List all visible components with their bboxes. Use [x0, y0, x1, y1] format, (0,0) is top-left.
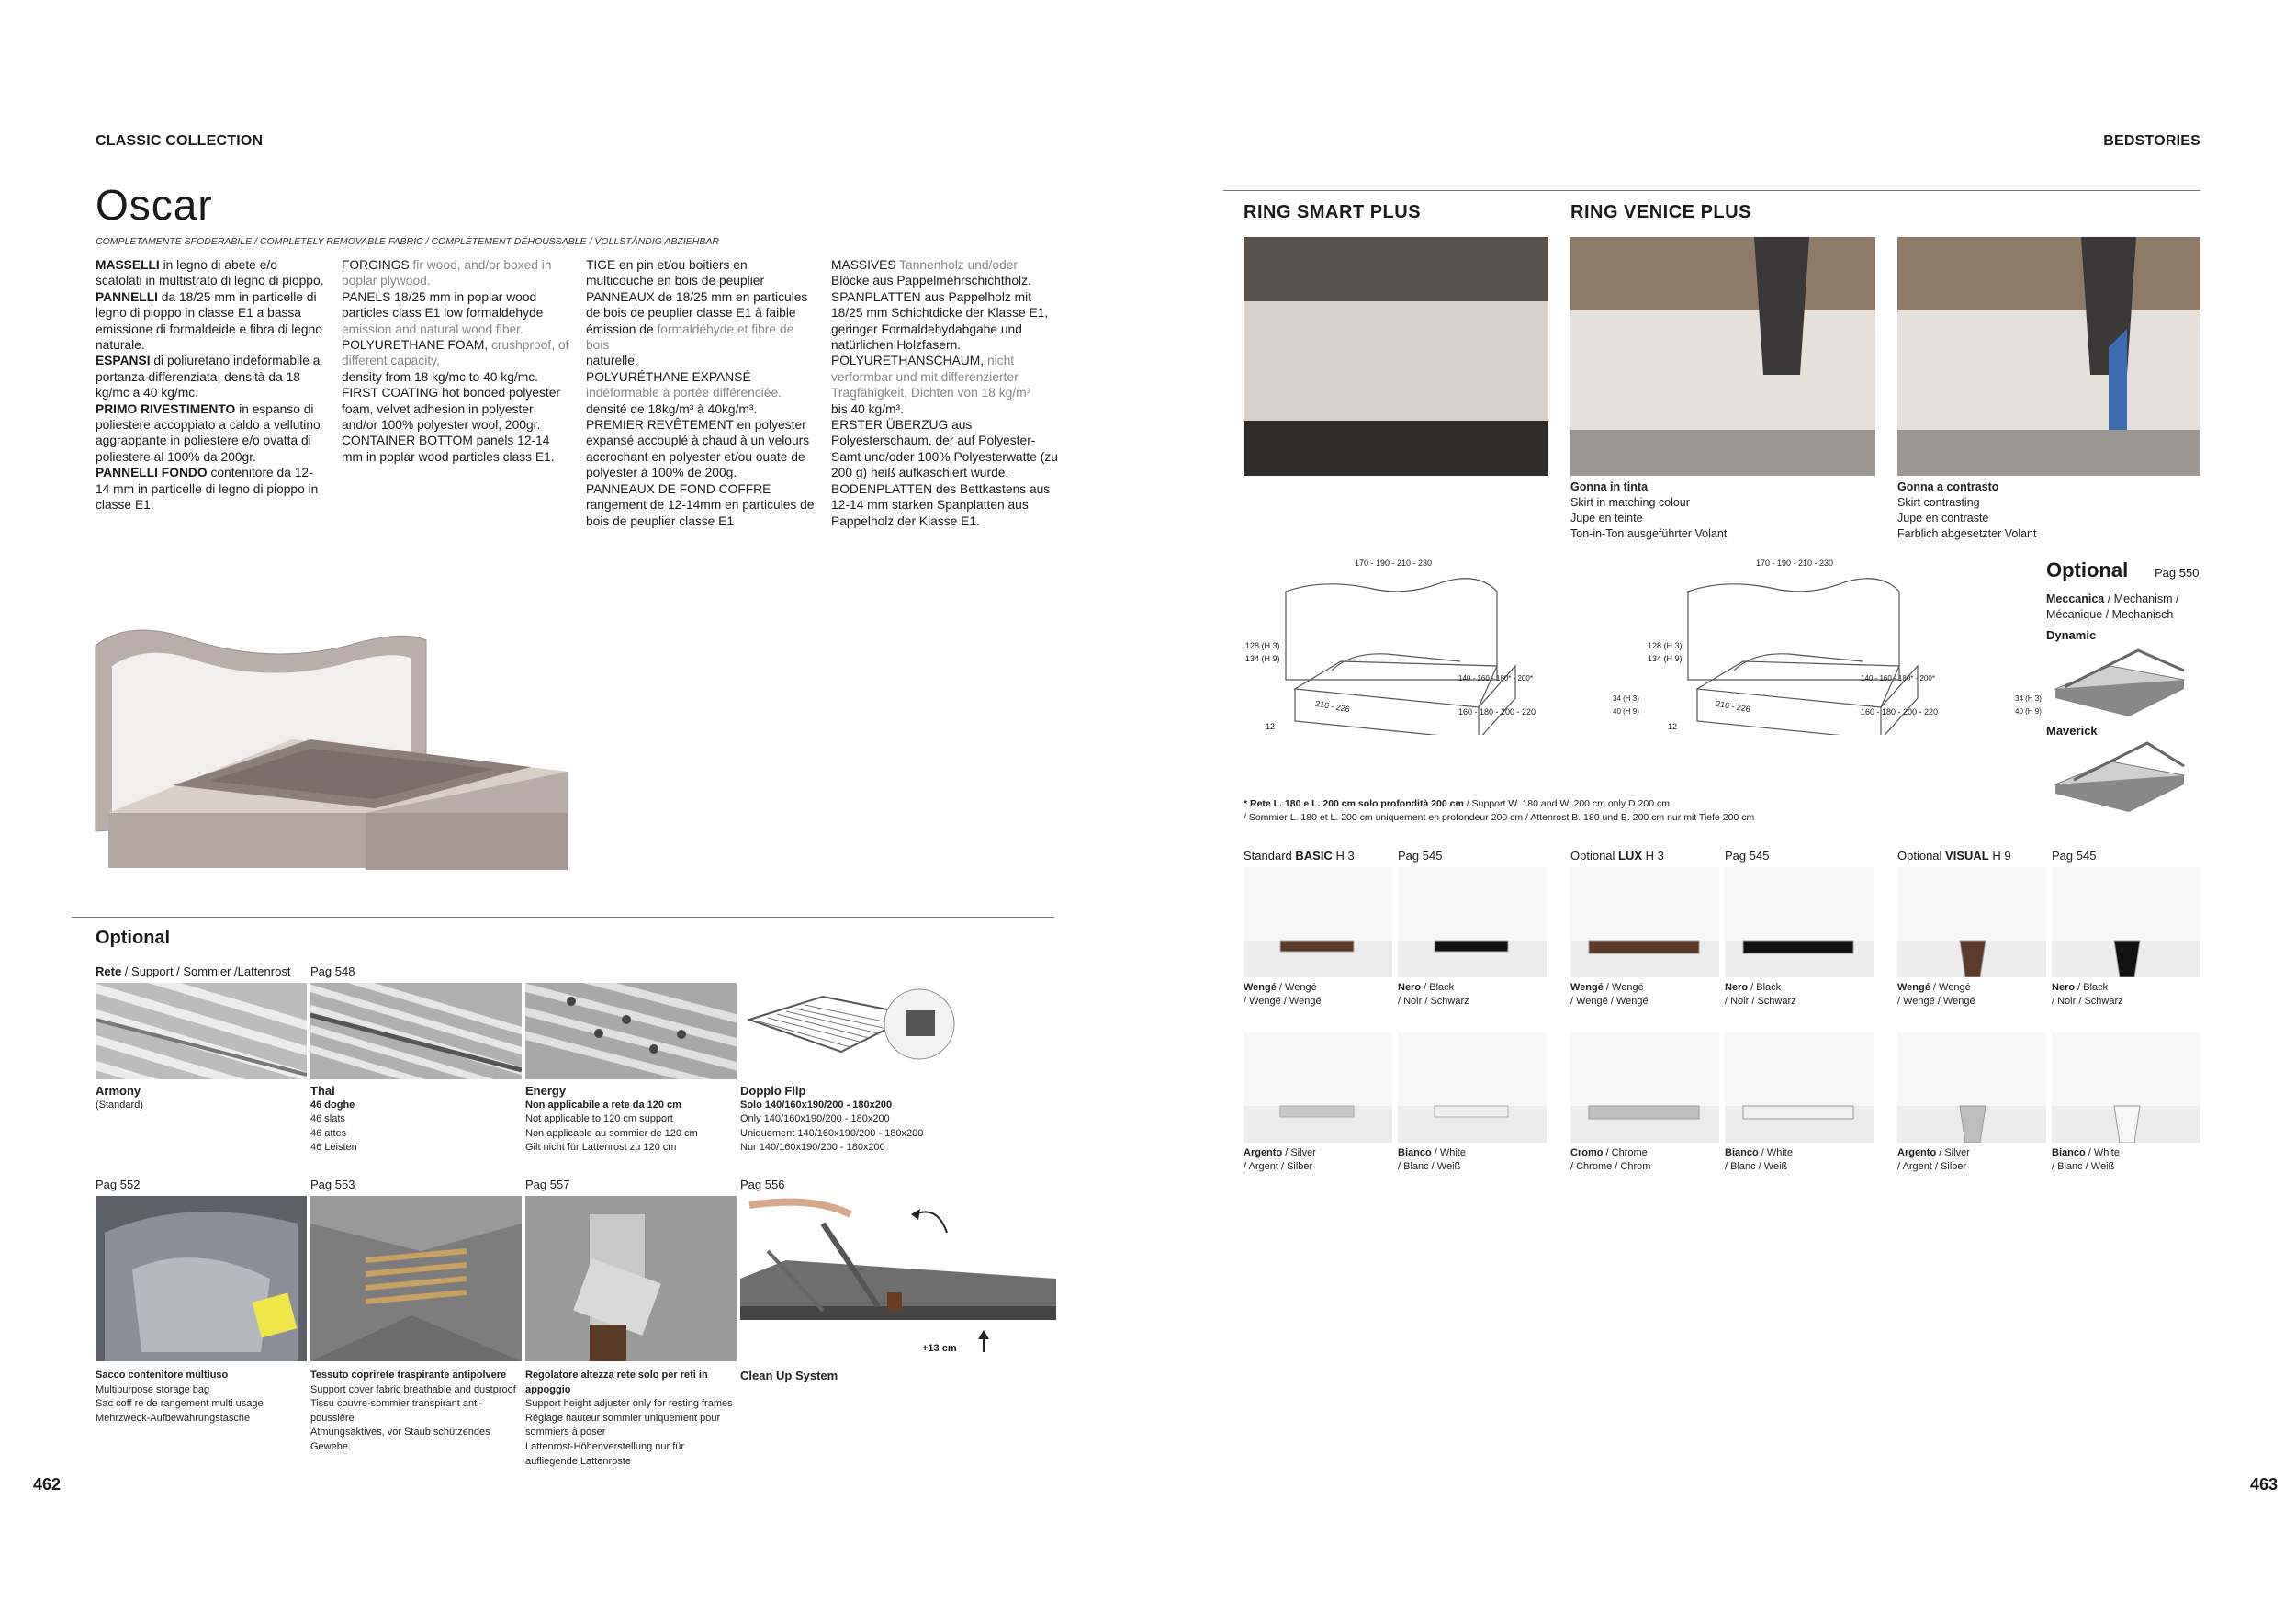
skirt-name: Gonna a contrasto	[1897, 480, 1999, 493]
extra-caption-storage-bag	[96, 1369, 307, 1426]
spec-paragraph	[96, 401, 325, 466]
spec-paragraph	[342, 385, 571, 433]
cover-fabric-photo	[310, 1196, 522, 1361]
foot-color-en: / White	[1758, 1147, 1793, 1158]
spec-paragraph	[831, 273, 1061, 288]
foot-color-fr-de: / Blanc / Weiß	[2052, 1161, 2115, 1172]
spec-text: TIGE en pin et/ou boitiers en multicouche en bois de peuplier	[586, 258, 765, 288]
feet-label-pre: Optional	[1570, 849, 1619, 863]
extra-caption-clean-up	[740, 1369, 961, 1383]
dim-foot: 12	[1266, 722, 1276, 731]
foot-name	[1398, 981, 1469, 995]
spec-paragraph	[96, 353, 325, 400]
spec-paragraph	[831, 289, 1061, 354]
slat-line: Uniquement 140/160x190/200 - 180x200	[740, 1127, 924, 1139]
spec-text: contenitore da 12-14 mm in particelle di legno di pioppo in classe E1.	[96, 466, 319, 513]
slat-caption-doppio-flip	[740, 1084, 961, 1156]
spec-paragraph	[586, 401, 816, 417]
spec-term: MASSELLI	[96, 258, 160, 272]
spec-paragraph	[586, 369, 816, 401]
collection-header: CLASSIC COLLECTION	[96, 133, 264, 149]
skirt-line: Jupe en teinte	[1570, 512, 1643, 524]
dim-side-h3: 34 (H 3)	[1613, 694, 1639, 703]
spec-paragraph	[342, 257, 571, 289]
spec-paragraph	[586, 289, 816, 354]
optional-title: Optional	[96, 928, 171, 948]
spec-paragraph	[586, 481, 816, 529]
extra-caption-height-adjuster	[525, 1369, 737, 1469]
foot-caption	[1398, 981, 1469, 1009]
foot-name	[1897, 1146, 1970, 1160]
foot-caption	[1725, 1146, 1793, 1174]
foot-color: Wengé	[1244, 982, 1277, 993]
brand-header: BEDSTORIES	[2103, 133, 2200, 149]
support-footnote: * Rete L. 180 e L. 200 cm solo profondità 200 cm / Support W. 180 and W. 200 cm only D 200 cm / Sommier L. 180 et L. 200 cm uniquement en profondeur 200 cm / Attenrost B. 180 und B. 200 cm nur mit Tiefe 200 cm	[1244, 798, 1755, 823]
dim-width: 170 - 190 - 210 - 230	[1355, 558, 1433, 568]
foot-color: Cromo	[1570, 1147, 1604, 1158]
skirt-line: Skirt contrasting	[1897, 496, 1980, 509]
slat-doppio-flip-image	[740, 983, 961, 1079]
foot-color: Nero	[2052, 982, 2076, 993]
spec-text: FORGINGS	[342, 258, 410, 272]
venice-matching-caption	[1570, 479, 1874, 542]
extra-name: Clean Up System	[740, 1369, 838, 1382]
spec-paragraph	[586, 257, 816, 289]
foot-sample-image	[1244, 1032, 1392, 1143]
foot-sample-image	[1398, 1032, 1547, 1143]
foot-name	[1570, 1146, 1650, 1160]
foot-name	[1244, 981, 1322, 995]
extra-line: Mehrzweck-Aufbewahrungstasche	[96, 1412, 251, 1424]
spec-text-light: crushproof, of different capacity,	[342, 338, 569, 368]
slat-armony-image	[96, 983, 307, 1079]
slat-note: Solo 140/160x190/200 - 180x200	[740, 1099, 893, 1111]
spec-text-light: nicht verformbar und mit differenzierter Tragfähigkeit, Dichten von 18 kg/m³	[831, 354, 1031, 400]
foot-name	[1725, 981, 1796, 995]
foot-color-en: / Wengé	[1603, 982, 1644, 993]
rete-label: Rete / Support / Sommier /Lattenrost	[96, 964, 291, 978]
dim-width: 170 - 190 - 210 - 230	[1756, 558, 1834, 568]
feet-group-label	[1570, 849, 1664, 863]
spec-text: SPANPLATTEN aus Pappelholz mit 18/25 mm Schichtdicke der Klasse E1, geringer Formaldehydabgabe und natürlichen Holzfasern.	[831, 289, 1049, 353]
foot-name	[2052, 981, 2123, 995]
feet-page-ref: Pag 545	[1725, 849, 1770, 863]
slat-thai-image	[310, 983, 522, 1079]
extra-line: Multipurpose storage bag	[96, 1383, 210, 1395]
foot-color: Argento	[1244, 1147, 1283, 1158]
foot-sample-image	[1725, 1032, 1874, 1143]
spec-text: Blöcke aus Pappelmehrschichtholz.	[831, 274, 1031, 288]
foot-caption	[1897, 1146, 1970, 1174]
spec-paragraph	[831, 257, 1061, 273]
slat-name: Energy	[525, 1084, 567, 1098]
foot-sample-image	[2052, 1032, 2200, 1143]
feet-page-ref: Pag 545	[2052, 849, 2097, 863]
slat-line: (Standard)	[96, 1099, 143, 1111]
ring-smart-plus-title: RING SMART PLUS	[1244, 202, 1422, 222]
foot-caption	[1570, 981, 1649, 1009]
venice-contrast-skirt-photo	[1897, 237, 2200, 476]
slat-line: 46 slats	[310, 1113, 345, 1125]
feet-label-pre: Optional	[1897, 849, 1946, 863]
skirt-line: Farblich abgesetzter Volant	[1897, 527, 2037, 540]
slat-note: Non applicabile a rete da 120 cm	[525, 1099, 681, 1111]
feet-group-label	[1244, 849, 1355, 863]
dim-depth: 216 - 226	[1314, 698, 1351, 715]
foot-color-en: / Wengé	[1276, 982, 1317, 993]
foot-color: Bianco	[1725, 1147, 1759, 1158]
skirt-name: Gonna in tinta	[1570, 480, 1649, 493]
foot-color-en: / Black	[1748, 982, 1782, 993]
spec-text-light: fir wood, and/or boxed in poplar plywood.	[342, 258, 552, 288]
slat-name: Thai	[310, 1084, 335, 1098]
spec-column-german	[831, 257, 1061, 529]
dim-height-h9: 134 (H 9)	[1648, 654, 1683, 663]
ring-smart-plus-photo	[1244, 237, 1548, 476]
extra-line: Lattenrost-Höhenverstellung nur für aufliegende Lattenroste	[525, 1440, 685, 1467]
spec-text: naturelle.	[586, 354, 638, 368]
spec-paragraph	[586, 417, 816, 481]
spec-paragraph	[831, 401, 1061, 417]
spec-column-italian	[96, 257, 325, 513]
foot-color: Argento	[1897, 1147, 1937, 1158]
extra-line: Atmungsaktives, vor Staub schützendes Gewebe	[310, 1427, 490, 1452]
foot-caption	[1897, 981, 1975, 1009]
spec-text-light: Tannenholz und/oder	[895, 258, 1019, 272]
slat-name: Armony	[96, 1084, 141, 1098]
extra-page-ref: Pag 556	[740, 1178, 785, 1191]
foot-color-en: / Silver	[1282, 1147, 1316, 1158]
spec-text-light: emission and natural wood fiber.	[342, 321, 523, 336]
foot-color-fr-de: / Noir / Schwarz	[1725, 996, 1796, 1007]
spec-text: PANNEAUX DE FOND COFFRE rangement de 12-14mm en particules de bois de peuplier classe E1	[586, 481, 815, 528]
foot-color-fr-de: / Argent / Silber	[1897, 1161, 1967, 1172]
slat-caption-energy	[525, 1084, 737, 1156]
extra-name: Sacco contenitore multiuso	[96, 1370, 229, 1381]
spec-text: POLYURETHANSCHAUM,	[831, 354, 985, 368]
feet-label-model: LUX	[1618, 849, 1643, 863]
feet-group-label	[1897, 849, 2011, 863]
feet-label-height: H 3	[1332, 849, 1355, 863]
foot-caption	[1570, 1146, 1650, 1174]
slat-caption-armony	[96, 1084, 307, 1112]
dim-side-h3: 34 (H 3)	[2015, 694, 2042, 703]
foot-caption	[2052, 981, 2123, 1009]
spec-paragraph	[586, 353, 816, 368]
foot-caption	[1725, 981, 1796, 1009]
subtitle: COMPLETAMENTE SFODERABILE / COMPLETELY REMOVABLE FABRIC / COMPLÈTEMENT DÉHOUSSABLE / VOLLSTÄNDIG ABZIEHBAR	[96, 236, 719, 247]
feet-label-height: H 3	[1642, 849, 1664, 863]
foot-color-en: / Chrome	[1603, 1147, 1648, 1158]
page-number-left: 462	[33, 1475, 62, 1494]
dynamic-label: Dynamic	[2046, 628, 2097, 642]
top-divider	[1223, 190, 2200, 191]
spec-text: PANELS 18/25 mm in poplar wood particles class E1 low formaldehyde	[342, 289, 544, 321]
spec-text: in legno di abete e/o scatolati in multistrato di legno di pioppo.	[96, 258, 324, 288]
rete-page-ref: Pag 548	[310, 964, 355, 978]
spec-text: POLYURETHANE FOAM,	[342, 338, 489, 353]
foot-color: Bianco	[2052, 1147, 2086, 1158]
feet-page-ref: Pag 545	[1398, 849, 1443, 863]
feet-label-pre: Standard	[1244, 849, 1296, 863]
feet-label-height: H 9	[1988, 849, 2011, 863]
slat-line: Only 140/160x190/200 - 180x200	[740, 1113, 890, 1125]
spec-text: CONTAINER BOTTOM panels 12-14 mm in poplar wood particles class E1.	[342, 434, 555, 464]
foot-caption	[1244, 981, 1322, 1009]
ring-venice-plus-title: RING VENICE PLUS	[1570, 202, 1751, 222]
foot-sample-image	[1897, 1032, 2046, 1143]
foot-color: Nero	[1398, 982, 1422, 993]
foot-color-en: / Black	[1421, 982, 1455, 993]
extra-line: Support height adjuster only for resting frames	[525, 1398, 733, 1410]
spec-text: densité de 18kg/m³ à 40kg/m³.	[586, 401, 758, 416]
dim-foot: 12	[1668, 722, 1678, 731]
spec-term: PANNELLI FONDO	[96, 466, 208, 480]
dim-side-h9: 40 (H 9)	[1613, 707, 1639, 716]
extra-line: Sac coff re de rangement multi usage	[96, 1398, 264, 1410]
dimension-drawing-smart	[1240, 551, 1626, 735]
foot-color-en: / White	[2085, 1147, 2120, 1158]
foot-color-en: / Wengé	[1930, 982, 1971, 993]
spec-paragraph	[96, 465, 325, 513]
foot-sample-image	[1570, 867, 1719, 977]
spec-term: PRIMO RIVESTIMENTO	[96, 401, 236, 416]
foot-color-fr-de: / Chrome / Chrom	[1570, 1161, 1651, 1172]
page-number-right: 463	[2249, 1475, 2278, 1494]
foot-caption	[1398, 1146, 1466, 1174]
spec-text: FIRST COATING hot bonded polyester foam, velvet adhesion in polyester and/or 100% polyester wool, 200gr.	[342, 386, 560, 433]
extra-name: Regolatore altezza rete solo per reti in appoggio	[525, 1370, 708, 1395]
spec-paragraph	[342, 289, 571, 337]
foot-caption	[2052, 1146, 2120, 1174]
venice-contrast-caption	[1897, 479, 2200, 542]
slat-line: Nur 140/160x190/200 - 180x200	[740, 1142, 885, 1154]
foot-name	[1725, 1146, 1793, 1160]
foot-color: Bianco	[1398, 1147, 1432, 1158]
foot-sample-image	[1897, 867, 2046, 977]
foot-name	[2052, 1146, 2120, 1160]
spec-paragraph	[96, 289, 325, 354]
mechanism-optional-title: Optional	[2046, 558, 2129, 581]
storage-bag-photo	[96, 1196, 307, 1361]
extra-caption-cover-fabric	[310, 1369, 522, 1455]
slat-note: 46 doghe	[310, 1099, 355, 1111]
spec-text: di poliuretano indeformabile a portanza differenziata, densità da 18 kg/mc a 40 kg/mc.	[96, 354, 321, 400]
slat-line: 46 Leisten	[310, 1142, 357, 1154]
skirt-line: Jupe en contraste	[1897, 512, 1989, 524]
foot-color-fr-de: / Blanc / Weiß	[1725, 1161, 1788, 1172]
mechanism-label: Meccanica / Mechanism / Mécanique / Mechanisch	[2046, 592, 2179, 621]
spec-paragraph	[831, 417, 1061, 481]
foot-color: Wengé	[1570, 982, 1604, 993]
oscar-bed-photo	[72, 602, 586, 914]
dynamic-mechanism-image	[2046, 643, 2193, 716]
foot-color-fr-de: / Noir / Schwarz	[2052, 996, 2123, 1007]
foot-color: Wengé	[1897, 982, 1930, 993]
foot-sample-image	[1570, 1032, 1719, 1143]
spec-text: BODENPLATTEN des Bettkastens aus 12-14 mm starken Spanplatten aus Pappelholz der Klasse E1.	[831, 481, 1051, 528]
spec-text-light: indéformable à portée différenciée.	[586, 386, 782, 400]
foot-sample-image	[1398, 867, 1547, 977]
slat-name: Doppio Flip	[740, 1084, 806, 1098]
spec-paragraph	[96, 257, 325, 289]
slat-energy-image	[525, 983, 737, 1079]
spec-text: POLYURÉTHANE EXPANSÉ	[586, 369, 751, 384]
foot-name	[1570, 981, 1649, 995]
foot-color-fr-de: / Wengé / Wengé	[1897, 996, 1975, 1007]
feet-label-model: BASIC	[1295, 849, 1333, 863]
foot-color: Nero	[1725, 982, 1749, 993]
spec-text: density from 18 kg/mc to 40 kg/mc.	[342, 369, 538, 384]
lift-height-label: +13 cm	[922, 1343, 957, 1354]
dim-inner: 140 - 160 - 180* - 200*	[1861, 674, 1935, 682]
extra-line: Réglage hauteur sommier uniquement pour sommiers à poser	[525, 1412, 721, 1438]
dim-height-h3: 128 (H 3)	[1648, 641, 1683, 650]
slat-line: Gilt nicht für Lattenrost zu 120 cm	[525, 1142, 677, 1154]
foot-color-fr-de: / Blanc / Weiß	[1398, 1161, 1461, 1172]
foot-caption	[1244, 1146, 1316, 1174]
spec-paragraph	[342, 369, 571, 385]
spec-text: bis 40 kg/m³.	[831, 401, 904, 416]
page-title: Oscar	[96, 181, 213, 229]
clean-up-system-photo	[740, 1196, 1056, 1361]
foot-name	[1398, 1146, 1466, 1160]
slat-line: Non applicable au sommier de 120 cm	[525, 1127, 698, 1139]
foot-color-fr-de: / Wengé / Wengé	[1244, 996, 1322, 1007]
spec-text-light: formaldéhyde et fibre de bois	[586, 321, 794, 353]
slat-line: Not applicable to 120 cm support	[525, 1113, 673, 1125]
foot-color-en: / Black	[2075, 982, 2109, 993]
foot-sample-image	[2052, 867, 2200, 977]
extra-page-ref: Pag 557	[525, 1178, 570, 1191]
feet-label-model: VISUAL	[1945, 849, 1989, 863]
dim-outer: 160 - 180 - 200 - 220	[1458, 707, 1536, 716]
spec-text: PREMIER REVÊTEMENT en polyester expansé accouplé à chaud à un velours accrochant en polyester et/ou ouate de polyester à 100% de 200g.	[586, 418, 810, 480]
skirt-line: Ton-in-Ton ausgeführter Volant	[1570, 527, 1728, 540]
venice-matching-skirt-photo	[1570, 237, 1875, 476]
spec-column-english	[342, 257, 571, 465]
spec-text: in espanso di poliestere accoppiato a caldo a vellutino aggrappante in poliestere e/o ovatta di poliestere al 100% da 200gr.	[96, 401, 321, 464]
spec-term: ESPANSI	[96, 354, 151, 368]
spec-paragraph	[342, 337, 571, 369]
foot-color-fr-de: / Wengé / Wengé	[1570, 996, 1649, 1007]
spec-paragraph	[831, 353, 1061, 400]
extra-line: Support cover fabric breathable and dustproof	[310, 1383, 516, 1395]
maverick-label: Maverick	[2046, 724, 2098, 738]
dim-height-h9: 134 (H 9)	[1245, 654, 1280, 663]
spec-text: MASSIVES	[831, 258, 896, 272]
foot-name	[1244, 1146, 1316, 1160]
spec-term: PANNELLI	[96, 289, 158, 304]
optional-divider	[72, 917, 1054, 918]
height-adjuster-photo	[525, 1196, 737, 1361]
skirt-line: Skirt in matching colour	[1570, 496, 1690, 509]
slat-line: 46 attes	[310, 1127, 347, 1139]
extra-name: Tessuto copriretе traspirante antipolvere	[310, 1370, 507, 1381]
spec-paragraph	[831, 481, 1061, 529]
foot-sample-image	[1725, 867, 1874, 977]
dim-outer: 160 - 180 - 200 - 220	[1861, 707, 1939, 716]
foot-sample-image	[1244, 867, 1392, 977]
spec-text: da 18/25 mm in particelle di legno di pioppo in classe E1 a bassa emissione di formaldeide e fibra di legno naturale.	[96, 289, 322, 353]
dim-side-h9: 40 (H 9)	[2015, 707, 2042, 716]
mechanism-page-ref: Pag 550	[2155, 566, 2200, 580]
dimension-drawing-venice	[1642, 551, 2028, 735]
foot-color-fr-de: / Argent / Silber	[1244, 1161, 1313, 1172]
foot-color-en: / White	[1431, 1147, 1466, 1158]
spec-paragraph	[342, 433, 571, 465]
spec-column-french	[586, 257, 816, 529]
extra-page-ref: Pag 552	[96, 1178, 141, 1191]
extra-line: Tissu couvre-sommier transpirant anti-poussière	[310, 1398, 483, 1424]
spec-text: ERSTER ÜBERZUG aus Polyesterschaum, der auf Polyester-Samt und/oder 100% Polyesterwatte (zu 200 g) heiß aufkaschiert wurde.	[831, 418, 1058, 480]
foot-name	[1897, 981, 1975, 995]
foot-color-fr-de: / Noir / Schwarz	[1398, 996, 1469, 1007]
slat-caption-thai	[310, 1084, 522, 1156]
dim-inner: 140 - 160 - 180* - 200*	[1458, 674, 1533, 682]
dim-height-h3: 128 (H 3)	[1245, 641, 1280, 650]
foot-color-en: / Silver	[1936, 1147, 1970, 1158]
dim-depth: 216 - 226	[1715, 698, 1751, 715]
extra-page-ref: Pag 553	[310, 1178, 355, 1191]
spec-text: PANNEAUX de 18/25 mm en particules de bois de peuplier classe E1 à faible émission de	[586, 289, 808, 336]
